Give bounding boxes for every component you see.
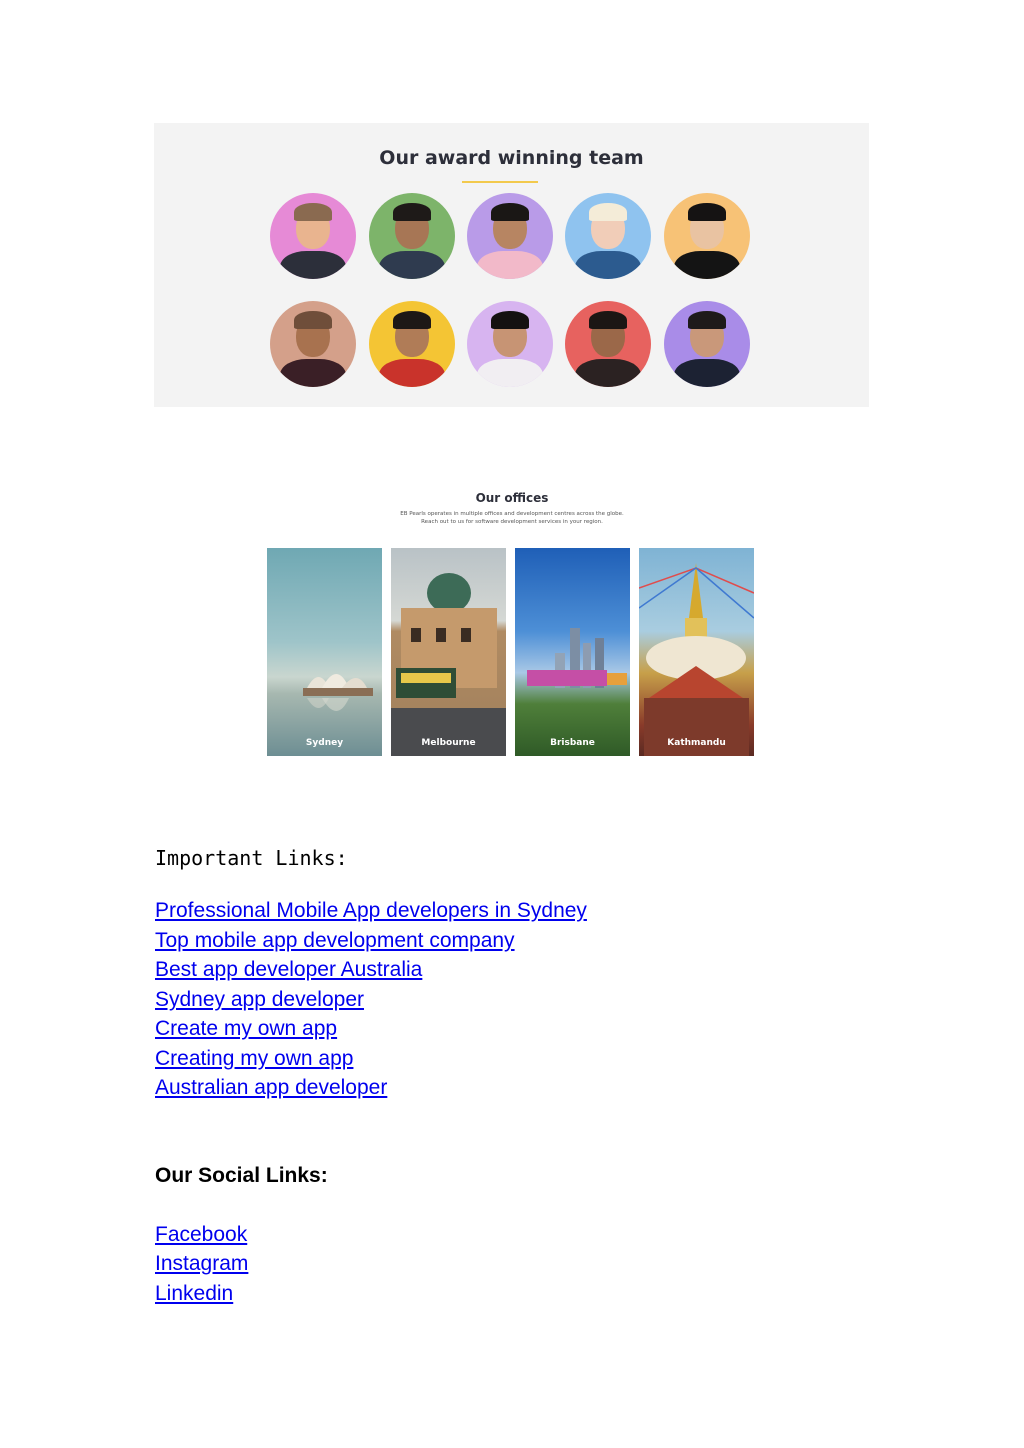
link-create-my-own-app[interactable]: Create my own app: [155, 1017, 338, 1040]
team-section: [154, 123, 869, 407]
offices-subtitle-line-2: Reach out to us for software development services in your region.: [421, 519, 603, 525]
team-member-avatar: [270, 301, 356, 387]
link-best-app-developer-australia[interactable]: Best app developer Australia: [155, 958, 423, 981]
social-links-heading: Our Social Links:: [155, 1164, 328, 1187]
team-title: Our award winning team: [379, 147, 644, 169]
team-member-avatar: [467, 193, 553, 279]
office-card-sydney[interactable]: [267, 548, 382, 756]
important-links-heading: Important Links:: [155, 846, 348, 870]
offices-title: Our offices: [475, 491, 549, 505]
link-top-mobile-app-development-company[interactable]: Top mobile app development company: [155, 929, 515, 952]
team-member-avatar: [467, 301, 553, 387]
link-linkedin[interactable]: Linkedin: [155, 1282, 234, 1305]
sydney-opera-house-image: [267, 548, 382, 756]
team-member-avatar: [369, 301, 455, 387]
team-member-avatar: [664, 301, 750, 387]
team-member-avatar: [270, 193, 356, 279]
office-card-brisbane[interactable]: [515, 548, 630, 756]
office-city-label: Melbourne: [421, 738, 476, 748]
link-sydney-app-developer[interactable]: Sydney app developer: [155, 988, 364, 1011]
team-member-avatar: [565, 301, 651, 387]
office-city-label: Sydney: [305, 738, 344, 748]
team-title-underline: [462, 181, 538, 183]
office-card-kathmandu[interactable]: [639, 548, 754, 756]
melbourne-station-image: [391, 548, 506, 756]
brisbane-skyline-image: [515, 548, 630, 756]
link-professional-mobile-app-developers[interactable]: Professional Mobile App developers in Sydney: [155, 899, 587, 922]
team-member-avatar: [369, 193, 455, 279]
link-australian-app-developer[interactable]: Australian app developer: [155, 1076, 388, 1099]
link-instagram[interactable]: Instagram: [155, 1252, 249, 1275]
link-facebook[interactable]: Facebook: [155, 1223, 248, 1246]
kathmandu-stupa-image: [639, 548, 754, 756]
team-member-avatar: [664, 193, 750, 279]
office-city-label: Kathmandu: [667, 738, 726, 748]
offices-subtitle-line-1: EB Pearls operates in multiple offices and development centres across the globe.: [400, 511, 624, 517]
link-creating-my-own-app[interactable]: Creating my own app: [155, 1047, 354, 1070]
office-card-melbourne[interactable]: [391, 548, 506, 756]
office-city-label: Brisbane: [550, 738, 595, 748]
team-member-avatar: [565, 193, 651, 279]
